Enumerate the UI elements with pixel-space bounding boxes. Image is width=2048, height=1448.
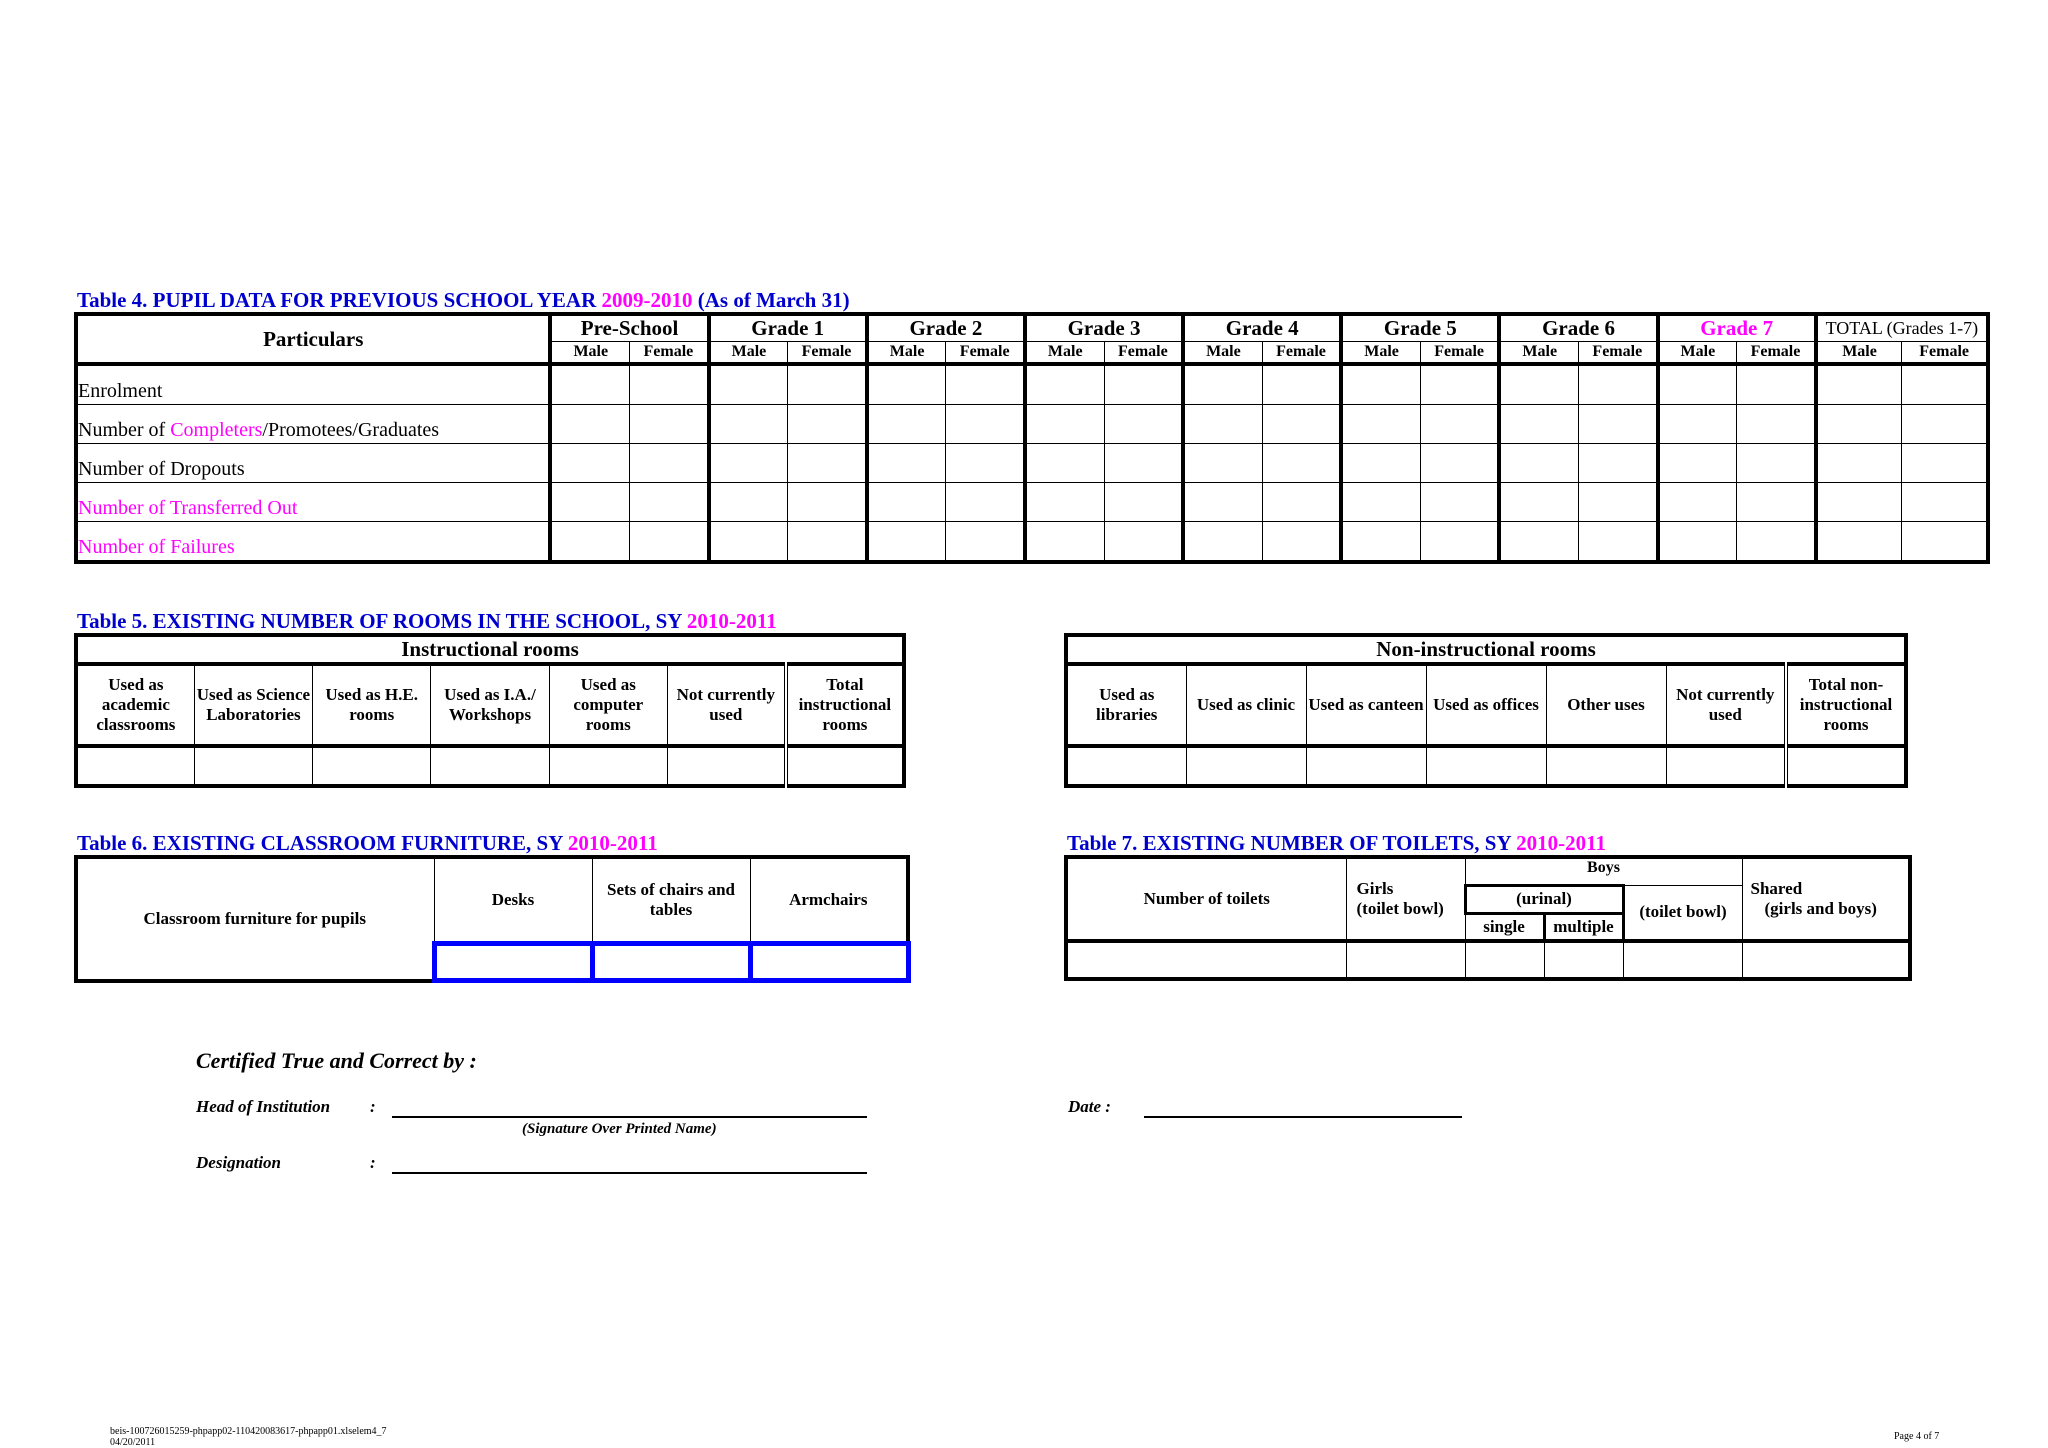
desks-header: Desks: [434, 857, 592, 944]
desks-input-cell[interactable]: [434, 944, 592, 981]
table6-title-year: 2010-2011: [567, 831, 658, 855]
table6-title: [77, 833, 658, 854]
boys-toilet-bowl-header: (toilet bowl): [1623, 885, 1742, 941]
data-cell[interactable]: [1104, 364, 1183, 405]
head-signature-line[interactable]: [392, 1116, 867, 1118]
male-header-2: Male: [709, 342, 788, 365]
table4-title-prefix: Table 4. PUPIL DATA FOR PREVIOUS SCHOOL YEAR: [77, 288, 602, 312]
certification-heading: Certified True and Correct by :: [196, 1048, 477, 1073]
data-cell[interactable]: [867, 522, 946, 563]
data-cell[interactable]: [709, 522, 788, 563]
data-cell[interactable]: [1499, 444, 1578, 483]
instructional-input-cell[interactable]: [786, 746, 904, 786]
data-cell[interactable]: [788, 483, 867, 522]
data-cell[interactable]: [630, 522, 709, 563]
instructional-column-header: Used as H.E. rooms: [313, 664, 431, 746]
data-cell[interactable]: [709, 483, 788, 522]
female-header-8: Female: [1737, 342, 1816, 365]
data-cell[interactable]: [1499, 522, 1578, 563]
shared-sub-label: (girls and boys): [1764, 899, 1877, 918]
data-cell[interactable]: [1499, 364, 1578, 405]
table7-title: [1067, 833, 1606, 854]
armchairs-header: Armchairs: [750, 857, 908, 944]
data-cell[interactable]: [1262, 364, 1341, 405]
noninstructional-rooms-data-row: [1066, 746, 1906, 786]
table4-row: [76, 483, 1988, 522]
noninstructional-column-header: Used as offices: [1426, 664, 1546, 746]
table5-title-year: 2010-2011: [686, 609, 777, 633]
girls-input-cell[interactable]: [1346, 941, 1465, 979]
noninstructional-input-cell[interactable]: [1666, 746, 1786, 786]
row-label: [76, 483, 550, 522]
data-cell[interactable]: [946, 444, 1025, 483]
data-cell[interactable]: [1658, 405, 1737, 444]
male-header-5: Male: [1183, 342, 1262, 365]
instructional-input-cell[interactable]: [313, 746, 431, 786]
shared-input-cell[interactable]: [1742, 941, 1910, 979]
data-cell[interactable]: [550, 522, 629, 563]
boys-toilet-bowl-input-cell[interactable]: [1623, 941, 1742, 979]
girls-label: Girls: [1356, 879, 1394, 899]
male-header-6: Male: [1341, 342, 1420, 365]
row-label: [76, 522, 550, 563]
data-cell[interactable]: [550, 364, 629, 405]
table7-title-prefix: Table 7. EXISTING NUMBER OF TOILETS, SY: [1067, 831, 1517, 855]
row-label-part: Number of Dropouts: [78, 458, 245, 480]
data-cell[interactable]: [1025, 522, 1104, 563]
footer-page-number: Page 4 of 7: [1894, 1431, 1940, 1442]
noninstructional-column-header: Other uses: [1546, 664, 1666, 746]
urinal-single-header: single: [1465, 913, 1544, 941]
data-cell[interactable]: [867, 364, 946, 405]
data-cell[interactable]: [550, 444, 629, 483]
instructional-input-cell[interactable]: [431, 746, 549, 786]
group-header-2: Grade 1: [709, 314, 867, 342]
data-cell[interactable]: [1816, 405, 1902, 444]
noninstructional-column-header: Used as clinic: [1186, 664, 1306, 746]
table7-title-year: 2010-2011: [1516, 831, 1606, 855]
furniture-row-label: Classroom furniture for pupils: [76, 857, 434, 981]
urinal-multiple-input-cell[interactable]: [1544, 941, 1623, 979]
data-cell[interactable]: [1420, 522, 1499, 563]
data-cell[interactable]: [1262, 483, 1341, 522]
female-header-2: Female: [788, 342, 867, 365]
data-cell[interactable]: [1025, 364, 1104, 405]
data-cell[interactable]: [1737, 444, 1816, 483]
data-cell[interactable]: [1341, 444, 1420, 483]
data-cell[interactable]: [1902, 405, 1988, 444]
row-label-part: /Promotees/Graduates: [262, 419, 440, 441]
classroom-furniture-table: [74, 855, 911, 983]
data-cell[interactable]: [1737, 405, 1816, 444]
instructional-rooms-header: Instructional rooms: [76, 635, 904, 664]
data-cell[interactable]: [946, 483, 1025, 522]
urinal-multiple-header: multiple: [1544, 913, 1623, 941]
data-cell[interactable]: [1579, 405, 1658, 444]
data-cell[interactable]: [550, 483, 629, 522]
girls-header: [1346, 857, 1465, 941]
data-cell[interactable]: [946, 364, 1025, 405]
table4-row: [76, 364, 1988, 405]
group-header-8: Grade 7: [1658, 314, 1816, 342]
designation-colon: :: [370, 1153, 376, 1172]
table4-title-suffix: (As of March 31): [692, 288, 850, 312]
data-cell[interactable]: [630, 364, 709, 405]
female-header-4: Female: [1104, 342, 1183, 365]
data-cell[interactable]: [1025, 444, 1104, 483]
data-cell[interactable]: [1420, 444, 1499, 483]
toilets-table: [1064, 855, 1912, 981]
data-cell[interactable]: [1579, 483, 1658, 522]
group-header-9: TOTAL (Grades 1-7): [1816, 314, 1988, 342]
data-cell[interactable]: [1579, 444, 1658, 483]
toilets-row-label: Number of toilets: [1066, 857, 1346, 941]
data-cell[interactable]: [1737, 483, 1816, 522]
noninstructional-column-header: Used as libraries: [1066, 664, 1186, 746]
data-cell[interactable]: [709, 364, 788, 405]
data-cell[interactable]: [1262, 444, 1341, 483]
data-cell[interactable]: [1183, 522, 1262, 563]
date-label: Date :: [1068, 1097, 1111, 1116]
data-cell[interactable]: [788, 405, 867, 444]
data-cell[interactable]: [630, 444, 709, 483]
data-cell[interactable]: [630, 483, 709, 522]
data-cell[interactable]: [1183, 444, 1262, 483]
female-header-5: Female: [1262, 342, 1341, 365]
data-cell[interactable]: [1262, 522, 1341, 563]
instructional-column-header: Used as computer rooms: [549, 664, 667, 746]
data-cell[interactable]: [867, 444, 946, 483]
female-header-6: Female: [1420, 342, 1499, 365]
data-cell[interactable]: [1025, 405, 1104, 444]
head-colon: :: [370, 1097, 376, 1116]
noninstructional-rooms-columns: [1066, 664, 1906, 746]
pupil-data-table: [74, 312, 1990, 564]
instructional-input-cell[interactable]: [194, 746, 312, 786]
particulars-header: Particulars: [76, 314, 550, 364]
instructional-column-header: Used as Science Laboratories: [194, 664, 312, 746]
table5-title: [77, 611, 777, 632]
group-header-3: Grade 2: [867, 314, 1025, 342]
data-cell[interactable]: [788, 364, 867, 405]
group-header-7: Grade 6: [1499, 314, 1657, 342]
armchairs-input-cell[interactable]: [750, 944, 908, 981]
chairs-tables-input-cell[interactable]: [592, 944, 750, 981]
data-cell[interactable]: [1658, 483, 1737, 522]
male-header-9: Male: [1816, 342, 1902, 365]
table4-row: [76, 522, 1988, 563]
data-cell[interactable]: [1816, 444, 1902, 483]
data-cell[interactable]: [1183, 483, 1262, 522]
boys-header: Boys: [1465, 857, 1742, 885]
urinal-header: (urinal): [1465, 885, 1623, 913]
female-header-7: Female: [1579, 342, 1658, 365]
noninstructional-input-cell[interactable]: [1546, 746, 1666, 786]
table4-row: [76, 444, 1988, 483]
noninstructional-column-header: Not currently used: [1666, 664, 1786, 746]
data-cell[interactable]: [1902, 483, 1988, 522]
data-cell[interactable]: [1816, 522, 1902, 563]
row-label: [76, 364, 550, 405]
table6-title-prefix: Table 6. EXISTING CLASSROOM FURNITURE, SY: [77, 831, 568, 855]
footer-date: 04/20/2011: [110, 1437, 156, 1448]
footer-file-id: beis-100726015259-phpapp02-110420083617-phpapp01.xlselem4_7: [110, 1426, 387, 1437]
instructional-rooms-data-row: [76, 746, 904, 786]
data-cell[interactable]: [788, 522, 867, 563]
data-cell[interactable]: [1341, 364, 1420, 405]
data-cell[interactable]: [1579, 364, 1658, 405]
urinal-single-input-cell[interactable]: [1465, 941, 1544, 979]
data-cell[interactable]: [1499, 483, 1578, 522]
row-label-part: Number of Failures: [78, 536, 235, 558]
date-line[interactable]: [1144, 1116, 1462, 1118]
data-cell[interactable]: [630, 405, 709, 444]
data-cell[interactable]: [946, 405, 1025, 444]
noninstructional-input-cell[interactable]: [1786, 746, 1906, 786]
row-label: [76, 405, 550, 444]
data-cell[interactable]: [1902, 364, 1988, 405]
toilets-empty-label-cell: [1066, 941, 1346, 979]
data-cell[interactable]: [1737, 364, 1816, 405]
female-header-3: Female: [946, 342, 1025, 365]
group-header-6: Grade 5: [1341, 314, 1499, 342]
data-cell[interactable]: [1025, 483, 1104, 522]
data-cell[interactable]: [709, 444, 788, 483]
data-cell[interactable]: [1262, 405, 1341, 444]
girls-sub-label: (toilet bowl): [1356, 899, 1444, 918]
signature-caption: (Signature Over Printed Name): [522, 1121, 717, 1137]
instructional-input-cell[interactable]: [76, 746, 194, 786]
instructional-rooms-columns: [76, 664, 904, 746]
table4-row: [76, 405, 1988, 444]
female-header-1: Female: [630, 342, 709, 365]
data-cell[interactable]: [788, 444, 867, 483]
row-label-part: Completers: [170, 419, 263, 441]
data-cell[interactable]: [1579, 522, 1658, 563]
row-label-part: Number of: [78, 419, 171, 441]
male-header-7: Male: [1499, 342, 1578, 365]
male-header-1: Male: [550, 342, 629, 365]
data-cell[interactable]: [1658, 444, 1737, 483]
instructional-input-cell[interactable]: [667, 746, 785, 786]
data-cell[interactable]: [1104, 405, 1183, 444]
instructional-column-header: Total instructional rooms: [786, 664, 904, 746]
table4-group-header-row: [76, 314, 1988, 342]
row-label-part: Enrolment: [78, 380, 163, 402]
data-cell[interactable]: [1104, 522, 1183, 563]
group-header-4: Grade 3: [1025, 314, 1183, 342]
data-cell[interactable]: [867, 405, 946, 444]
data-cell[interactable]: [709, 405, 788, 444]
group-header-5: Grade 4: [1183, 314, 1341, 342]
data-cell[interactable]: [867, 483, 946, 522]
data-cell[interactable]: [1737, 522, 1816, 563]
data-cell[interactable]: [1658, 522, 1737, 563]
data-cell[interactable]: [1816, 364, 1902, 405]
noninstructional-input-cell[interactable]: [1066, 746, 1186, 786]
data-cell[interactable]: [1104, 483, 1183, 522]
noninstructional-input-cell[interactable]: [1426, 746, 1546, 786]
data-cell[interactable]: [1104, 444, 1183, 483]
head-of-institution-label: Head of Institution: [196, 1097, 331, 1116]
data-cell[interactable]: [1341, 522, 1420, 563]
row-label: [76, 444, 550, 483]
table4-title-year: 2009-2010: [601, 288, 693, 312]
data-cell[interactable]: [1420, 483, 1499, 522]
footer-file-info: [110, 1426, 387, 1448]
instructional-column-header: Used as academic classrooms: [76, 664, 194, 746]
data-cell[interactable]: [1341, 483, 1420, 522]
data-cell[interactable]: [1499, 405, 1578, 444]
male-header-4: Male: [1025, 342, 1104, 365]
data-cell[interactable]: [1420, 364, 1499, 405]
noninstructional-rooms-header: Non-instructional rooms: [1066, 635, 1906, 664]
row-label-part: Number of Transferred Out: [78, 497, 298, 519]
instructional-column-header: Used as I.A./ Workshops: [431, 664, 549, 746]
data-cell[interactable]: [1902, 444, 1988, 483]
instructional-input-cell[interactable]: [549, 746, 667, 786]
data-cell[interactable]: [1341, 405, 1420, 444]
female-header-9: Female: [1902, 342, 1988, 365]
table5-title-prefix: Table 5. EXISTING NUMBER OF ROOMS IN THE SCHOOL, SY: [77, 609, 687, 633]
data-cell[interactable]: [946, 522, 1025, 563]
data-cell[interactable]: [1420, 405, 1499, 444]
data-cell[interactable]: [550, 405, 629, 444]
noninstructional-input-cell[interactable]: [1306, 746, 1426, 786]
designation-line[interactable]: [392, 1172, 867, 1174]
data-cell[interactable]: [1183, 364, 1262, 405]
group-header-1: Pre-School: [550, 314, 708, 342]
instructional-column-header: Not currently used: [667, 664, 785, 746]
data-cell[interactable]: [1658, 364, 1737, 405]
data-cell[interactable]: [1902, 522, 1988, 563]
shared-label: Shared: [1750, 879, 1803, 899]
noninstructional-column-header: Total non-instructional rooms: [1786, 664, 1906, 746]
noninstructional-rooms-table: [1064, 633, 1908, 788]
data-cell[interactable]: [1816, 483, 1902, 522]
noninstructional-input-cell[interactable]: [1186, 746, 1306, 786]
designation-label: Designation: [196, 1153, 282, 1172]
table4-title: [77, 290, 850, 311]
instructional-rooms-table: [74, 633, 906, 788]
male-header-3: Male: [867, 342, 946, 365]
chairs-tables-header: Sets of chairs and tables: [592, 857, 750, 944]
shared-header: [1742, 857, 1910, 941]
data-cell[interactable]: [1183, 405, 1262, 444]
noninstructional-column-header: Used as canteen: [1306, 664, 1426, 746]
male-header-8: Male: [1658, 342, 1737, 365]
